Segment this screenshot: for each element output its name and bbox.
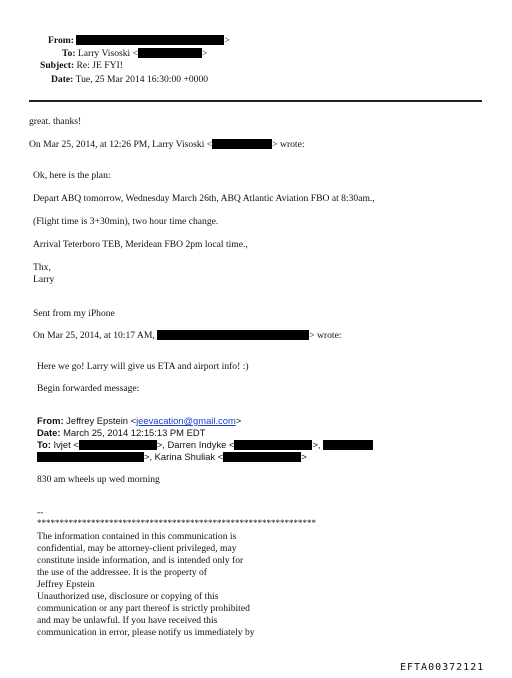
sent-from: Sent from my iPhone: [33, 308, 115, 319]
fwd-from-name: Jeffrey Epstein <: [66, 415, 137, 426]
disclaimer-line: communication in error, please notify us immediately by: [37, 627, 255, 638]
gt-symbol: >: [224, 35, 230, 46]
date-label: Date:: [51, 74, 74, 85]
header-date-row: [51, 75, 208, 86]
header-to-row: [62, 48, 207, 60]
redaction-bar: [157, 330, 309, 340]
disclaimer-line: communication or any part thereof is strictly prohibited: [37, 603, 250, 614]
fwd-message: 830 am wheels up wed morning: [37, 474, 160, 485]
disclaimer-line: confidential, may be attorney-client privileged, may: [37, 543, 237, 554]
disclaimer-line: The information contained in this communication is: [37, 531, 237, 542]
quote1-line: [29, 139, 305, 151]
plan-line-1: Depart ABQ tomorrow, Wednesday March 26th, ABQ Atlantic Aviation FBO at 8:30am.,: [33, 193, 375, 204]
disclaimer-line: the use of the addressee. It is the property of: [37, 567, 207, 578]
disclaimer-line: and may be unlawful. If you have received this: [37, 615, 218, 626]
quote1-pre: On Mar 25, 2014, at 12:26 PM, Larry Visoski <: [29, 139, 213, 150]
header-subject-row: [40, 61, 123, 72]
disclaimer-dashes: --: [37, 507, 44, 518]
document-id: EFTA00372121: [400, 662, 485, 673]
fwd-to-row: [37, 440, 373, 450]
redaction-bar: [37, 452, 144, 462]
plan-line-3: Arrival Teterboro TEB, Meridean FBO 2pm local time.,: [33, 239, 248, 250]
reply-text: great. thanks!: [29, 116, 82, 127]
from-label: From:: [48, 35, 74, 46]
quote2-post: > wrote:: [309, 330, 342, 341]
fwd-from-close: >: [235, 415, 242, 426]
fwd-to-v3: >,: [312, 439, 321, 450]
redaction-bar: [138, 48, 202, 58]
gt-symbol: >: [202, 48, 208, 59]
signature: Larry: [33, 274, 55, 285]
header-from-row: [48, 35, 230, 47]
fwd-to-v2: >, Darren Indyke <: [156, 439, 235, 450]
fwd-date-value: March 25, 2014 12:15:13 PM EDT: [63, 427, 206, 438]
plan-intro: Ok, here is the plan:: [33, 170, 111, 181]
redaction-bar: [79, 440, 157, 450]
fwd-to-label: To:: [37, 439, 51, 450]
fwd-from-row: [37, 416, 241, 426]
fwd-from-email-link[interactable]: jeevacation@gmail.com: [136, 415, 236, 426]
plan-line-2: (Flight time is 3+30min), two hour time change.: [33, 216, 219, 227]
redaction-bar: [212, 139, 272, 149]
date-value: Tue, 25 Mar 2014 16:30:00 +0000: [75, 74, 209, 85]
header-divider: [29, 100, 482, 102]
fwd-to-v4: >, Karina Shuliak <: [144, 451, 224, 462]
redaction-bar: [323, 440, 373, 450]
quote2-line: [33, 330, 342, 342]
redaction-bar: [223, 452, 301, 462]
here-we-go: Here we go! Larry will give us ETA and airport info! :): [37, 361, 249, 372]
fwd-from-label: From:: [37, 415, 64, 426]
subject-value: Re: JE FYI!: [76, 60, 123, 71]
fwd-date-row: [37, 428, 205, 438]
fwd-to-v1: Ivjet <: [53, 439, 79, 450]
fwd-to-v5: >: [301, 451, 307, 462]
redaction-bar: [76, 35, 224, 45]
disclaimer-line: Unauthorized use, disclosure or copying of this: [37, 591, 219, 602]
fwd-to-row-2: [37, 452, 307, 462]
quote2-pre: On Mar 25, 2014, at 10:17 AM,: [33, 330, 155, 341]
quote1-post: > wrote:: [272, 139, 305, 150]
to-label: To:: [62, 48, 76, 59]
redaction-bar: [234, 440, 312, 450]
disclaimer-line: Jeffrey Epstein: [37, 579, 95, 590]
disclaimer-line: constitute inside information, and is intended only for: [37, 555, 244, 566]
to-value: Larry Visoski <: [77, 48, 139, 59]
thx-text: Thx,: [33, 262, 51, 273]
subject-label: Subject:: [40, 60, 75, 71]
begin-forwarded: Begin forwarded message:: [37, 383, 140, 394]
disclaimer-stars: **************************************************************: [37, 518, 316, 528]
fwd-date-label: Date:: [37, 427, 61, 438]
